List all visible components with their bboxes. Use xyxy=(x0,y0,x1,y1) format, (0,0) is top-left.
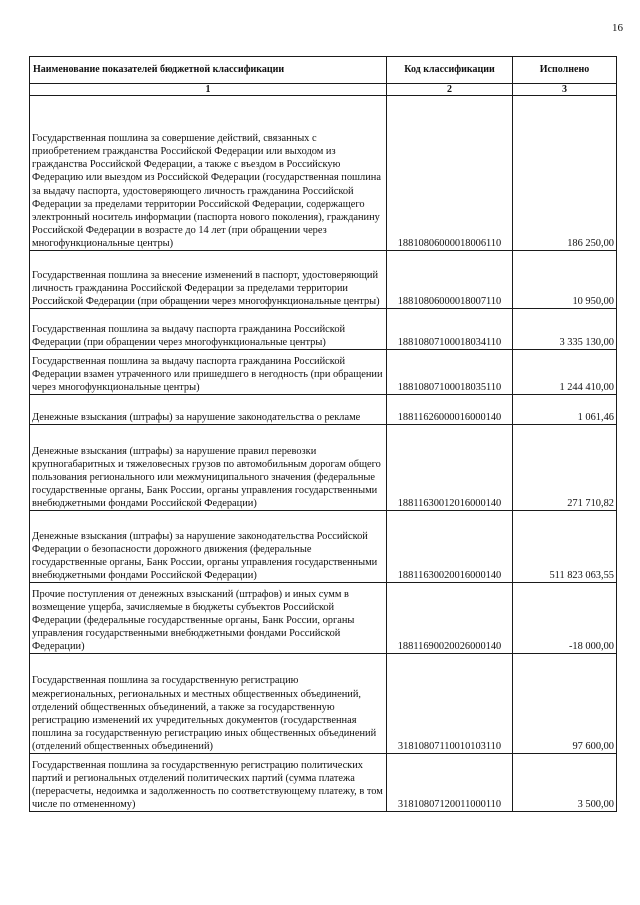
row-value: 1 244 410,00 xyxy=(513,350,617,395)
row-value: 271 710,82 xyxy=(513,425,617,511)
row-code: 18810806000018007110 xyxy=(387,251,513,309)
header-executed: Исполнено xyxy=(513,57,617,84)
table-row xyxy=(30,754,617,812)
row-code: 18811630012016000140 xyxy=(387,425,513,511)
row-value: 3 335 130,00 xyxy=(513,309,617,350)
row-value: 3 500,00 xyxy=(513,754,617,812)
table-row xyxy=(30,425,617,511)
row-value: 1 061,46 xyxy=(513,395,617,425)
row-name: Государственная пошлина за совершение действий, связанных с приобретением гражданства Российской Федерации или выходом из гражданства Российской Федерации, а также с въездом в Российскую Федерацию или выездом из Российской Федерации (государственная пошлина за выдачу паспорта, удостоверяющего личность гражданина Российской Федерации за пределами территории Российской Федерации, содержащего электронный носитель информации (паспорта нового поколения), гражданину Российской Федерации в возрасте до 14 лет (при обращении через многофункциональные центры) xyxy=(30,96,387,251)
row-name: Прочие поступления от денежных взысканий (штрафов) и иных сумм в возмещение ущерба, зачисляемые в бюджеты субъектов Российской Федерации (федеральные государственные органы, Банк России, органы управления государственными внебюджетными фондами Российской Федерации) xyxy=(30,583,387,654)
row-name: Государственная пошлина за государственную регистрацию межрегиональных, региональных и местных общественных объединений, отделений общественных объединений, а также за государственную регистрацию изменений их учредительных документов (государственная пошлина за государственную регистрацию иных общественных объединений (отделений общественных объединений) xyxy=(30,654,387,754)
row-name: Государственная пошлина за государственную регистрацию политических партий и региональных отделений политических партий (сумма платежа (перерасчеты, недоимка и задолженность по соответствующему платежу, в том числе по отмененному) xyxy=(30,754,387,812)
row-name: Денежные взыскания (штрафы) за нарушение законодательства о рекламе xyxy=(30,395,387,425)
budget-classification-table xyxy=(29,56,617,812)
row-value: 97 600,00 xyxy=(513,654,617,754)
row-name: Государственная пошлина за выдачу паспорта гражданина Российской Федерации взамен утраченного или пришедшего в негодность (при обращении через многофункциональные центры) xyxy=(30,350,387,395)
row-code: 18811630020016000140 xyxy=(387,511,513,583)
row-code: 18811690020026000140 xyxy=(387,583,513,654)
row-value: 10 950,00 xyxy=(513,251,617,309)
table-row xyxy=(30,96,617,251)
table-header-row xyxy=(30,57,617,84)
table-row xyxy=(30,395,617,425)
row-name: Денежные взыскания (штрафы) за нарушение правил перевозки крупногабаритных и тяжеловесных грузов по автомобильным дорогам общего пользования регионального или межмуниципального значения (федеральные государственные органы, Банк России, органы управления государственными внебюджетными фондами Российской Федерации) xyxy=(30,425,387,511)
row-code: 18810807100018035110 xyxy=(387,350,513,395)
row-code: 31810807110010103110 xyxy=(387,654,513,754)
row-value: -18 000,00 xyxy=(513,583,617,654)
row-value: 511 823 063,55 xyxy=(513,511,617,583)
table-row xyxy=(30,511,617,583)
table-row xyxy=(30,654,617,754)
column-number-3: 3 xyxy=(513,84,617,96)
column-number-2: 2 xyxy=(387,84,513,96)
row-code: 18810806000018006110 xyxy=(387,96,513,251)
row-name: Государственная пошлина за внесение изменений в паспорт, удостоверяющий личность гражданина Российской Федерации за пределами территории Российской Федерации (при обращении через многофункциональные центры) xyxy=(30,251,387,309)
table-row xyxy=(30,251,617,309)
row-code: 31810807120011000110 xyxy=(387,754,513,812)
row-code: 18811626000016000140 xyxy=(387,395,513,425)
column-number-1: 1 xyxy=(30,84,387,96)
header-code: Код классификации xyxy=(387,57,513,84)
row-value: 186 250,00 xyxy=(513,96,617,251)
row-name: Денежные взыскания (штрафы) за нарушение законодательства Российской Федерации о безопасности дорожного движения (федеральные государственные органы, Банк России, органы управления государственными внебюджетными фондами Российской Федерации) xyxy=(30,511,387,583)
table-row xyxy=(30,309,617,350)
page-number: 16 xyxy=(612,22,623,34)
column-number-row xyxy=(30,84,617,96)
table-row xyxy=(30,583,617,654)
table-row xyxy=(30,350,617,395)
row-name: Государственная пошлина за выдачу паспорта гражданина Российской Федерации (при обращении через многофункциональные центры) xyxy=(30,309,387,350)
header-name: Наименование показателей бюджетной классификации xyxy=(30,57,387,84)
row-code: 18810807100018034110 xyxy=(387,309,513,350)
